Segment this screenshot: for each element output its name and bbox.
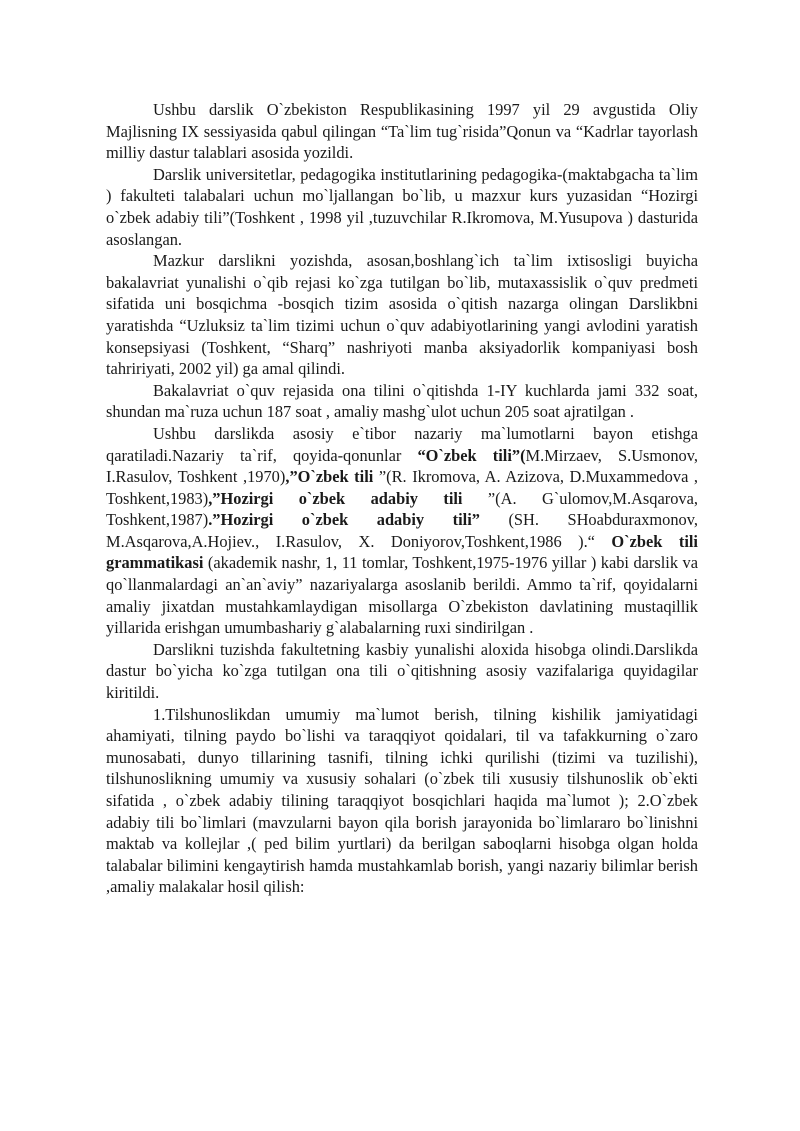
book-title: ,”Hozirgi o`zbek adabiy tili <box>208 488 488 508</box>
paragraph-audience <box>106 164 698 250</box>
paragraph-tasks-intro <box>106 639 698 704</box>
paragraph-text: Bakalavriat o`quv rejasida ona tilini o`qitishda 1-IY kuchlarda jami 332 soat, shundan ma`ruza uchun 187 soat , amaliy mashg`ulot uchun 205 soat ajratilgan . <box>106 380 698 422</box>
paragraph-approach <box>106 250 698 380</box>
paragraph-text: Ushbu darslik O`zbekiston Respublikasining 1997 yil 29 avgustida Oliy Majlisning IX sessiyasida qabul qilingan “Ta`lim tug`risida”Qonun va “Kadrlar tayorlash milliy dastur talablari asosida yozildi. <box>106 100 698 163</box>
paragraph-sources <box>106 423 698 639</box>
paragraph-text: Darslikni tuzishda fakultetning kasbiy yunalishi aloxida hisobga olindi.Darslikda dastur bo`yicha ko`zga tutilgan ona tili o`qitishning asosiy vazifalariga quyidagilar kiritildi. <box>106 639 698 703</box>
paragraph-text: Darslik universitetlar, pedagogika institutlarining pedagogika-(maktabgacha ta`lim ) fakulteti talabalari uchun mo`ljallangan bo`lib, u mazxur kurs yuzasidan “Hozirgi o`zbek adabiy tili”(Toshkent , 1998 yil ,tuzuvchilar R.Ikromova, M.Yusupova ) dasturida asoslangan. <box>106 164 698 249</box>
book-title: .”Hozirgi o`zbek adabiy tili” <box>208 510 480 530</box>
paragraph-text: ”(R. Ikromova, A. Azizova, D.Muxammedova , Toshkent,1983) <box>106 467 698 508</box>
paragraph-text: Mazkur darslikni yozishda, asosan,boshlang`ich ta`lim ixtisosligi buyicha bakalavriat yunalishi o`qib rejasi ko`zga tutilgan bo`lib, mutaxassislik o`quv predmeti sifatida uni bosqichma -bosqich tizim asosida o`qitish nazarga olingan Darslikbni yaratishda “Uzluksiz ta`lim tizimi uchun o`quv adabiyotlarining yangi avlodini yaratish konsepsiyasi (Toshkent, “Sharq” nashriyoti manba aksiyadorlik kompaniyasi bosh tahririyati, 2002 yil) ga amal qilindi. <box>106 251 698 379</box>
book-title: O`zbek tili grammatikasi <box>106 531 698 573</box>
paragraph-text: M.Mirzaev, S.Usmonov, I.Rasulov, Toshkent ,1970) <box>106 445 698 487</box>
book-title: ,”O`zbek tili <box>285 467 379 487</box>
paragraph-text: (akademik nashr, 1, 11 tomlar, Toshkent,1975-1976 yillar ) kabi darslik va qo`llanmalardagi an`an`aviy” nazariyalarga asoslanib berildi. Ammo ta`rif, qoyidalarni amaliy jixatdan mustahkamlaydigan misollarga O`zbekiston davlatining mustaqillik yillarida erishgan umumbashariy g`alabalarning ruxi sindirilgan . <box>106 553 698 638</box>
paragraph-text: (SH. SHoabduraxmonov, M.Asqarova,A.Hojiev., I.Rasulov, X. Doniyorov,Toshkent,1986 ).“ <box>106 510 698 551</box>
paragraph-text: Ushbu darslikda asosiy e`tibor nazariy ma`lumotlarni bayon etishga qaratiladi.Nazariy ta`rif, qoyida-qonunlar <box>106 423 698 465</box>
paragraph-intro <box>106 99 698 164</box>
paragraph-text: ”(A. G`ulomov,M.Asqarova, Toshkent,1987) <box>106 488 698 530</box>
paragraph-hours <box>106 380 698 423</box>
paragraph-text: 1.Tilshunoslikdan umumiy ma`lumot berish, tilning kishilik jamiyatidagi ahamiyati, tilning paydo bo`lishi va taraqqiyot qoidalari, til va tafakkurning o`zaro munosabati, dunyo tillarining tasnifi, tilning ichki qurilishi (tizimi va tuzilishi), tilshunoslikning umumiy va xususiy sohalari (o`zbek tili xususiy tilshunoslik ob`ekti sifatida , o`zbek adabiy tilining taraqqiyot bosqichlari haqida ma`lumot ); 2.O`zbek adabiy tili bo`limlari (mavzularni bayon qila borish jarayonida bo`limlararo bo`linishni maktab va kollejlar ,( ped bilim yurtlari) da berilgan saboqlarni hisobga olgan holda talabalar bilimini kengaytirish hamda mustahkamlab borish, yangi nazariy bilimlar berish ,amaliy malakalar hosil qilish: <box>106 704 698 897</box>
document-page <box>106 99 698 898</box>
paragraph-task-list <box>106 704 698 898</box>
book-title: “O`zbek tili”( <box>417 445 526 465</box>
